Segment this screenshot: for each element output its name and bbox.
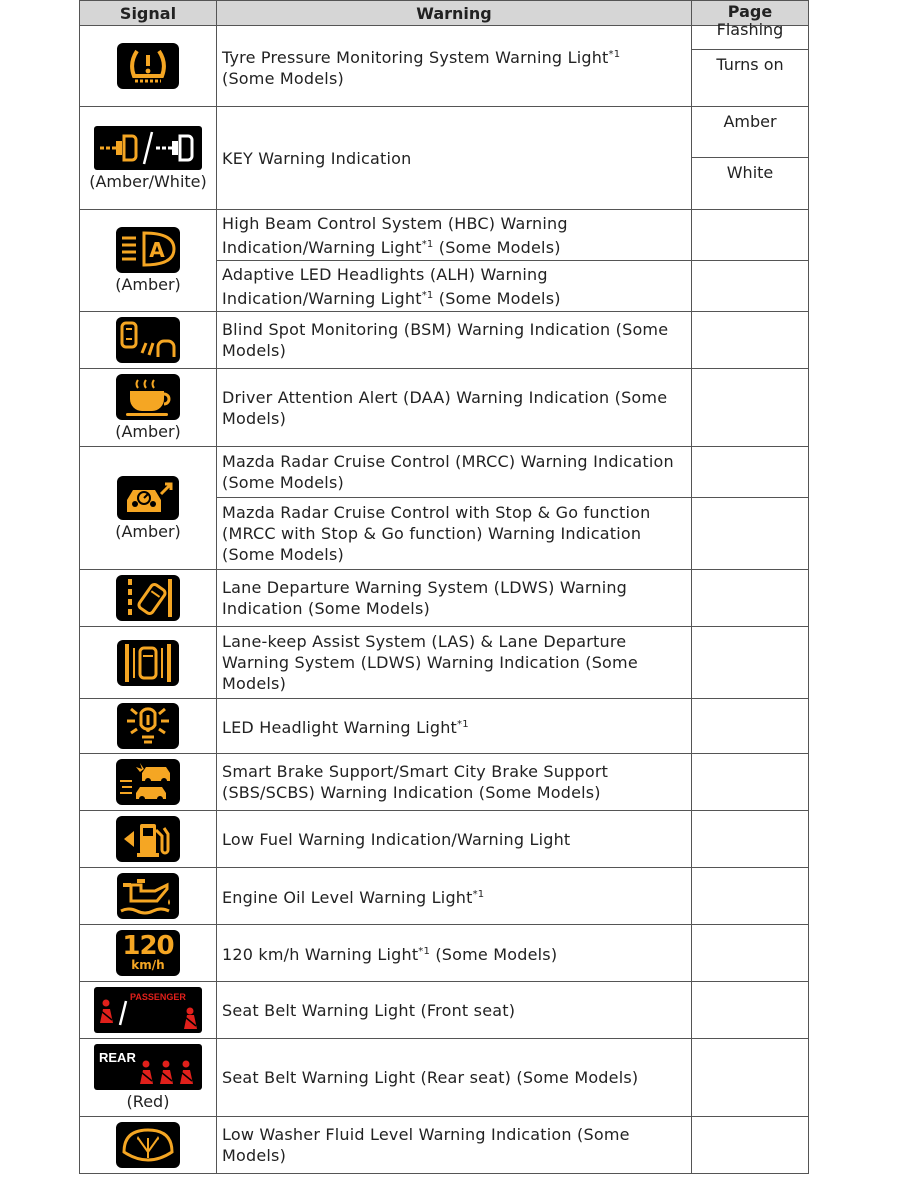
page-flashing: Flashing	[716, 20, 784, 39]
warning-text: Lane Departure Warning System (LDWS) Warning	[222, 578, 628, 597]
icon-passenger-text: PASSENGER	[130, 992, 186, 1002]
warning-text: 120 km/h Warning Light	[222, 945, 419, 964]
icon-caption: (Amber)	[115, 521, 181, 541]
warning-text: Adaptive LED Headlights (ALH) Warning	[222, 264, 548, 284]
led-headlight-icon	[117, 703, 179, 749]
icon-speed-number: 120	[122, 931, 174, 961]
icon-rear-text: REAR	[99, 1050, 136, 1065]
warning-text: Tyre Pressure Monitoring System Warning Light	[222, 47, 609, 67]
table-row: 120 km/h 120 km/h Warning Light$^{*1}$ (Some Models)	[80, 925, 809, 982]
table-row: Smart Brake Support/Smart City Brake Support (SBS/SCBS) Warning Indication (Some Models)	[80, 754, 809, 811]
table-row	[80, 107, 809, 210]
lane-departure-icon	[116, 575, 180, 621]
table-row: Blind Spot Monitoring (BSM) Warning Indication (Some Models)	[80, 312, 809, 369]
warning-text: Driver Attention Alert (DAA) Warning Indication (Some	[222, 387, 668, 407]
seat-belt-front-icon	[94, 987, 202, 1033]
warning-text: Mazda Radar Cruise Control with Stop & Go function	[222, 503, 651, 522]
table-row: A (Amber) High Beam Control System (HBC) Warning Indication/Warning Light$^{*1}$ (Some Models)	[80, 210, 809, 261]
table-row: Tyre Pressure Monitoring System Warning Light$^{*1}$ (Some Models) Flashing Turns on	[80, 26, 809, 107]
header-warning: Warning	[217, 1, 692, 26]
table-row: Engine Oil Level Warning Light$^{*1}$	[80, 868, 809, 925]
key-icon	[94, 126, 202, 170]
icon-caption: (Amber)	[115, 422, 181, 441]
page-amber: Amber	[692, 107, 808, 158]
seat-belt-rear-icon	[94, 1044, 202, 1090]
warning-text: Low Washer Fluid Level Warning Indication (Some	[222, 1125, 630, 1144]
high-beam-control-icon	[116, 227, 180, 273]
table-row: LED Headlight Warning Light$^{*1}$	[80, 699, 809, 754]
blind-spot-icon	[116, 317, 180, 363]
radar-cruise-icon	[117, 476, 179, 520]
warning-text: High Beam Control System (HBC) Warning	[222, 213, 568, 233]
warning-table	[79, 0, 809, 1174]
icon-caption: (Amber)	[115, 275, 181, 294]
table-row: (Amber) Mazda Radar Cruise Control (MRCC) Warning Indication (Some Models)	[80, 447, 809, 498]
warning-text: LED Headlight Warning Light	[222, 718, 458, 737]
table-row: Low Washer Fluid Level Warning Indication (Some Models)	[80, 1117, 809, 1174]
table-row	[80, 982, 809, 1039]
coffee-cup-icon	[116, 374, 180, 420]
warning-text: Engine Oil Level Warning Light	[222, 888, 473, 907]
svg-text:A: A	[149, 238, 165, 262]
header-page-label: Page	[727, 2, 773, 21]
header-signal: Signal	[80, 1, 217, 26]
oil-can-icon	[117, 873, 179, 919]
speed-120-icon	[116, 930, 180, 976]
tire-pressure-icon	[117, 43, 179, 89]
icon-speed-unit: km/h	[131, 958, 165, 972]
page-white: White	[726, 163, 774, 182]
table-row: (Amber) Driver Attention Alert (DAA) Warning Indication (Some Models)	[80, 369, 809, 447]
warning-text: Seat Belt Warning Light (Front seat)	[217, 982, 692, 1039]
table-row	[80, 811, 809, 868]
table-row: Lane-keep Assist System (LAS) & Lane Departure Warning System (LDWS) Warning Indication (Some Models)	[80, 627, 809, 699]
warning-text: Blind Spot Monitoring (BSM) Warning Indication (Some	[222, 320, 669, 339]
warning-text: KEY Warning Indication	[217, 107, 692, 210]
washer-fluid-icon	[116, 1122, 180, 1168]
table-row: Adaptive LED Headlights (ALH) Warning Indication/Warning Light$^{*1}$ (Some Models)	[80, 261, 809, 312]
page-turns-on: Turns on	[716, 55, 784, 74]
table-row: Lane Departure Warning System (LDWS) Warning Indication (Some Models)	[80, 570, 809, 627]
table-row	[80, 1039, 809, 1117]
table-row: Mazda Radar Cruise Control with Stop & Go function (MRCC with Stop & Go function) Warning Indication (Some Models)	[80, 498, 809, 570]
warning-text: Lane-keep Assist System (LAS) & Lane Departure	[222, 632, 627, 651]
fuel-pump-icon	[116, 816, 180, 862]
warning-text: Smart Brake Support/Smart City Brake Support	[222, 762, 609, 781]
warning-text: Low Fuel Warning Indication/Warning Light	[217, 811, 692, 868]
smart-brake-icon	[116, 759, 180, 805]
warning-text: Seat Belt Warning Light (Rear seat) (Some Models)	[217, 1039, 692, 1117]
icon-caption: (Red)	[126, 1092, 170, 1111]
warning-text: Mazda Radar Cruise Control (MRCC) Warning Indication	[222, 452, 674, 471]
icon-caption: (Amber/White)	[89, 171, 207, 191]
lane-keep-assist-icon	[117, 640, 179, 686]
